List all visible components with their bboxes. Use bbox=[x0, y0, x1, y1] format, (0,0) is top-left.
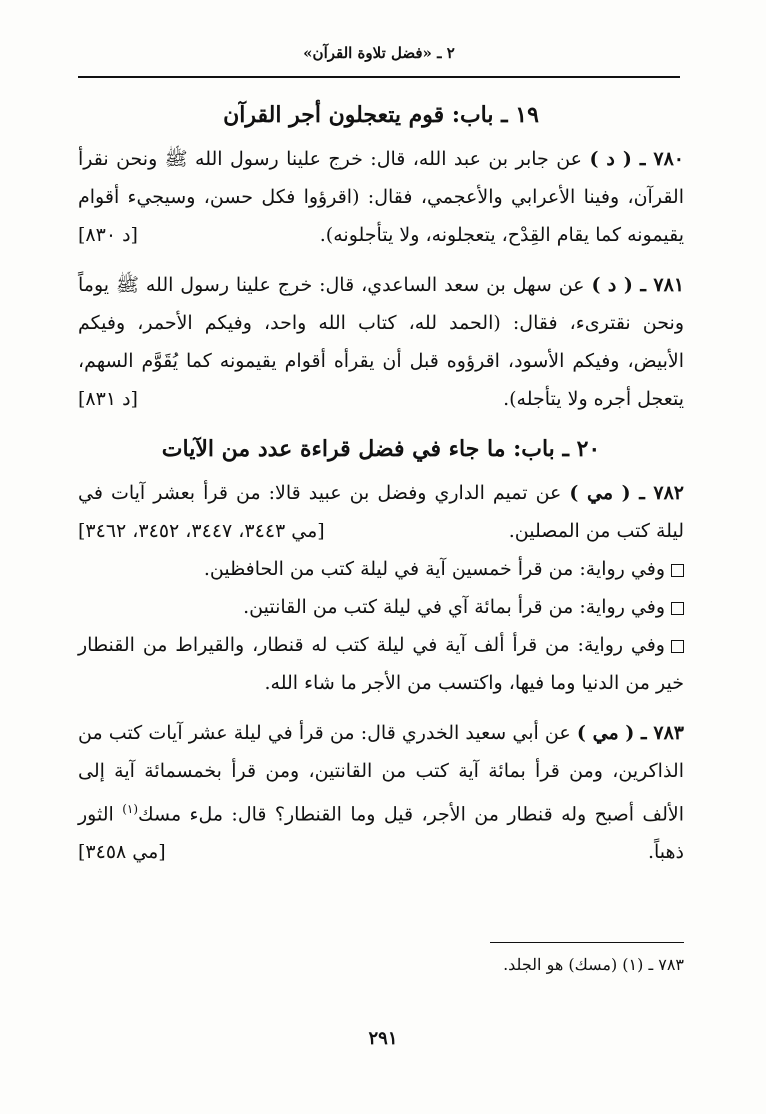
narration-variant: وفي رواية: من قرأ بمائة آي في ليلة كتب من القانتين. bbox=[78, 588, 684, 626]
hadith-number: ٧٨٠ ـ ( د ) bbox=[589, 148, 685, 170]
hadith-782 bbox=[78, 474, 684, 550]
page-number: ٢٩١ bbox=[368, 1028, 398, 1049]
hadith-781 bbox=[78, 266, 684, 418]
hadith-text: عن جابر بن عبد الله، قال: خرج علينا رسول الله ﷺ ونحن نقرأ القرآن، وفينا الأعرابي والأعجمي، فقال: (اقرؤوا فكل حسن، وسيجيء أقوام يقيمونه كما يقام القِدْح، يتعجلونه، ولا يتأجلونه). bbox=[78, 148, 684, 246]
checkbox-bullet-icon bbox=[671, 640, 684, 653]
checkbox-bullet-icon bbox=[671, 602, 684, 615]
checkbox-bullet-icon bbox=[671, 564, 684, 577]
hadith-780 bbox=[78, 140, 684, 254]
hadith-number: ٧٨١ ـ ( د ) bbox=[591, 274, 685, 296]
hadith-783 bbox=[78, 714, 684, 871]
hadith-reference: [د ٨٣٠] bbox=[78, 224, 138, 246]
hadith-number: ٧٨٢ ـ ( مي ) bbox=[569, 482, 684, 504]
hadith-number: ٧٨٣ ـ ( مي ) bbox=[576, 722, 684, 744]
chapter-heading-20: ٢٠ ـ باب: ما جاء في فضل قراءة عدد من الآيات bbox=[161, 436, 601, 462]
page-body bbox=[78, 96, 684, 883]
narration-variant: وفي رواية: من قرأ ألف آية في ليلة كتب له قنطار، والقيراط من القنطار خير من الدنيا وما فيها، واكتسب من الأجر ما شاء الله. bbox=[78, 634, 684, 694]
hadith-text: عن تميم الداري وفضل بن عبيد قالا: من قرأ بعشر آيات في ليلة كتب من المصلين. bbox=[78, 482, 684, 542]
hadith-text: عن سهل بن سعد الساعدي، قال: خرج علينا رسول الله ﷺ يوماً ونحن نقترىء، فقال: (الحمد لله، كتاب الله واحد، وفيكم الأحمر، وفيكم الأبيض، وفيكم الأسود، اقرؤوه قبل أن يقرأه أقوام يقيمونه كما يُقَوَّم السهم، يتعجل أجره ولا يتأجله). bbox=[78, 274, 684, 410]
header-rule bbox=[78, 76, 680, 78]
narration-variant: وفي رواية: من قرأ خمسين آية في ليلة كتب من الحافظين. bbox=[78, 550, 684, 588]
footnote-marker: (١) bbox=[122, 802, 139, 816]
running-header: ٢ ـ «فضل تلاوة القرآن» bbox=[303, 44, 455, 62]
footnote-rule bbox=[490, 942, 684, 943]
hadith-text: عن أبي سعيد الخدري قال: من قرأ في ليلة عشر آيات كتب من الذاكرين، ومن قرأ بمائة آية كتب من القانتين، ومن قرأ بخمسمائة آية إلى الألف أصبح وله قنطار من الأجر، قيل وما القنطار؟ قال: ملء مسك bbox=[78, 722, 684, 826]
chapter-heading-19: ١٩ ـ باب: قوم يتعجلون أجر القرآن bbox=[223, 102, 539, 128]
hadith-reference: [مي ٣٤٤٣، ٣٤٤٧، ٣٤٥٢، ٣٤٦٢] bbox=[78, 520, 325, 542]
hadith-reference: [مي ٣٤٥٨] bbox=[78, 841, 166, 864]
footnote: ٧٨٣ ـ (١) (مسك) هو الجلد. bbox=[503, 955, 684, 974]
hadith-text-end: الثور ذهباً. bbox=[78, 803, 684, 864]
hadith-reference: [د ٨٣١] bbox=[78, 388, 138, 410]
